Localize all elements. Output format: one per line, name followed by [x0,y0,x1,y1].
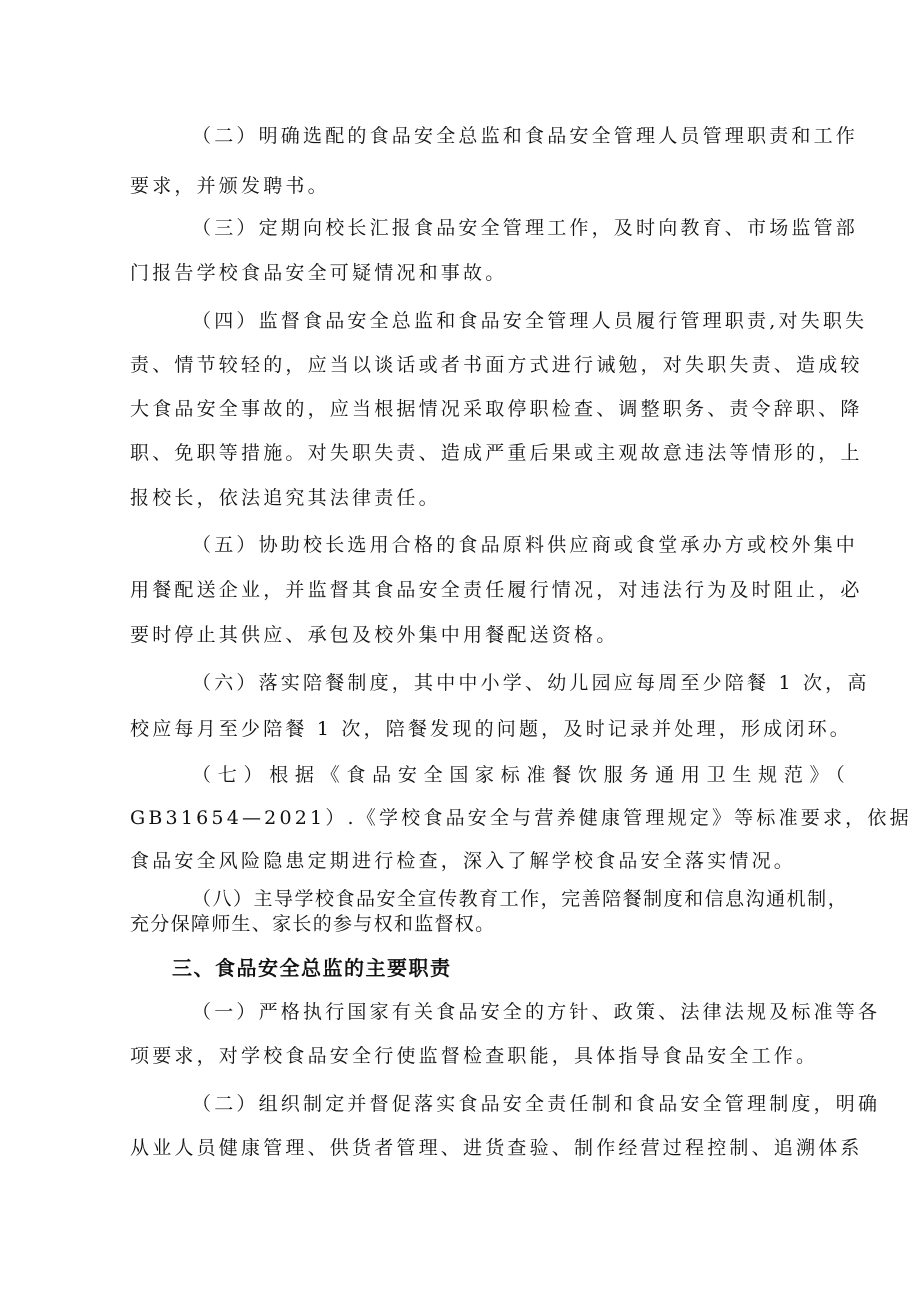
paragraph-5-line-3: 要时停止其供应、承包及校外集中用餐配送资格。 [130,624,619,646]
section-3-paragraph-2-line-2: 从业人员健康管理、供货者管理、进货查验、制作经营过程控制、追溯体系 [130,1137,863,1159]
paragraph-4-line-5: 报校长，依法追究其法律责任。 [130,487,441,509]
paragraph-7-line-3: 食品安全风险隐患定期进行检查，深入了解学校食品安全落实情况。 [130,850,797,872]
paragraph-7-line-2: GB31654—2021）.《学校食品安全与营养健康管理规定》等标准要求，依据 [130,807,912,829]
paragraph-2-line-1: （二）明确选配的食品安全总监和食品安全管理人员管理职责和工作 [192,125,859,147]
paragraph-4-line-3: 大食品安全事故的，应当根据情况采取停职检查、调整职务、责令辞职、降 [130,398,863,420]
paragraph-3-line-2: 门报告学校食品安全可疑情况和事故。 [130,262,508,284]
paragraph-2-line-2: 要求，并颁发聘书。 [130,175,330,197]
paragraph-6-line-2: 校应每月至少陪餐 1 次，陪餐发现的问题，及时记录并处理，形成闭环。 [130,718,852,740]
paragraph-6-line-1: （六）落实陪餐制度，其中中小学、幼儿园应每周至少陪餐 1 次，高 [192,672,870,694]
paragraph-3-line-1: （三）定期向校长汇报食品安全管理工作，及时向教育、市场监管部 [192,217,859,239]
paragraph-5-line-2: 用餐配送企业，并监督其食品安全责任履行情况，对违法行为及时阻止，必 [130,579,863,601]
section-3-paragraph-1-line-2: 项要求，对学校食品安全行使监督检查职能，具体指导食品安全工作。 [130,1045,819,1067]
paragraph-8-line-1: （八）主导学校食品安全宣传教育工作，完善陪餐制度和信息沟通机制， [192,888,848,910]
section-3-paragraph-1-line-1: （一）严格执行国家有关食品安全的方针、政策、法律法规及标准等各 [192,1001,881,1023]
section-3-paragraph-2-line-1: （二）组织制定并督促落实食品安全责任制和食品安全管理制度，明确 [192,1093,881,1115]
paragraph-4-line-4: 职、免职等措施。对失职失责、造成严重后果或主观故意违法等情形的，上 [130,442,863,464]
paragraph-4-line-2: 责、情节较轻的，应当以谈话或者书面方式进行诫勉，对失职失责、造成较 [130,354,863,376]
paragraph-8-line-2: 充分保障师生、家长的参与权和监督权。 [130,913,496,935]
section-heading: 三、食品安全总监的主要职责 [172,956,452,980]
paragraph-4-line-1: （四）监督食品安全总监和食品安全管理人员履行管理职责,对失职失 [192,310,868,332]
paragraph-7-line-1: （七）根据《食品安全国家标准餐饮服务通用卫生规范》（ [192,764,848,786]
paragraph-5-line-1: （五）协助校长选用合格的食品原料供应商或食堂承办方或校外集中 [192,534,859,556]
